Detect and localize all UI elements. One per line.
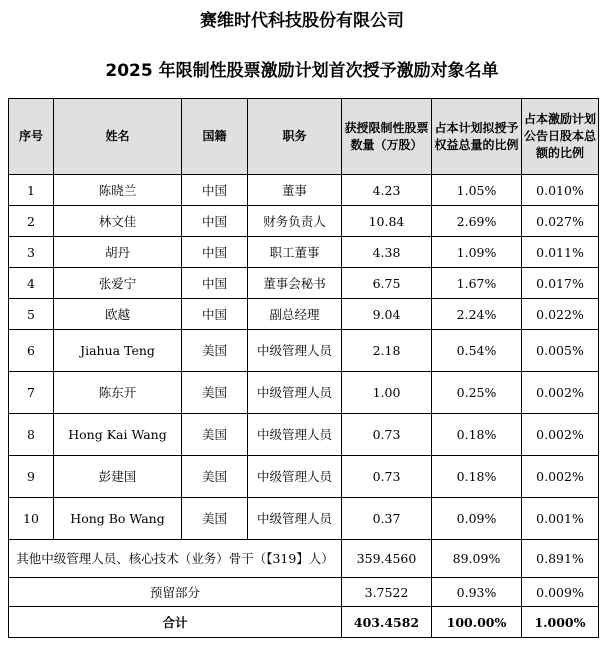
table-row	[9, 498, 599, 540]
header-capital-ratio: 占本激励计划公告日股本总额的比例	[522, 99, 599, 175]
cell-plan-ratio: 0.93%	[432, 578, 522, 607]
cell-plan-ratio: 1.09%	[432, 237, 522, 268]
cell-shares: 10.84	[342, 206, 432, 237]
cell-capital-ratio: 0.005%	[522, 330, 599, 372]
cell-nationality: 中国	[182, 175, 248, 206]
cell-nationality: 美国	[182, 498, 248, 540]
cell-seq: 4	[9, 268, 54, 299]
cell-seq: 8	[9, 414, 54, 456]
table-row	[9, 299, 599, 330]
cell-shares: 4.23	[342, 175, 432, 206]
cell-plan-ratio: 89.09%	[432, 540, 522, 578]
cell-shares: 359.4560	[342, 540, 432, 578]
cell-capital-ratio: 0.009%	[522, 578, 599, 607]
cell-plan-ratio: 1.05%	[432, 175, 522, 206]
cell-name: 陈东开	[54, 372, 182, 414]
header-nationality: 国籍	[182, 99, 248, 175]
cell-capital-ratio: 0.017%	[522, 268, 599, 299]
header-position: 职务	[248, 99, 342, 175]
cell-nationality: 中国	[182, 299, 248, 330]
cell-name: 林文佳	[54, 206, 182, 237]
cell-name: Hong Kai Wang	[54, 414, 182, 456]
cell-name: 陈晓兰	[54, 175, 182, 206]
table-row	[9, 372, 599, 414]
cell-capital-ratio: 0.010%	[522, 175, 599, 206]
cell-position: 职工董事	[248, 237, 342, 268]
table-row	[9, 456, 599, 498]
cell-seq: 6	[9, 330, 54, 372]
cell-seq: 1	[9, 175, 54, 206]
cell-capital-ratio: 0.011%	[522, 237, 599, 268]
cell-plan-ratio: 2.24%	[432, 299, 522, 330]
incentive-recipients-table	[8, 98, 599, 638]
cell-position: 董事	[248, 175, 342, 206]
cell-name: 张爱宁	[54, 268, 182, 299]
cell-seq: 2	[9, 206, 54, 237]
other-staff-label: 其他中级管理人员、核心技术（业务）骨干（【319】人）	[9, 540, 342, 578]
cell-seq: 5	[9, 299, 54, 330]
cell-nationality: 中国	[182, 268, 248, 299]
cell-capital-ratio: 1.000%	[522, 607, 599, 638]
cell-shares: 0.37	[342, 498, 432, 540]
cell-seq: 10	[9, 498, 54, 540]
table-row	[9, 175, 599, 206]
cell-capital-ratio: 0.002%	[522, 372, 599, 414]
reserved-label: 预留部分	[9, 578, 342, 607]
cell-seq: 7	[9, 372, 54, 414]
cell-shares: 6.75	[342, 268, 432, 299]
cell-plan-ratio: 1.67%	[432, 268, 522, 299]
cell-position: 副总经理	[248, 299, 342, 330]
total-row	[9, 607, 599, 638]
cell-seq: 9	[9, 456, 54, 498]
cell-nationality: 美国	[182, 456, 248, 498]
cell-name: Hong Bo Wang	[54, 498, 182, 540]
cell-plan-ratio: 0.18%	[432, 456, 522, 498]
company-name: 赛维时代科技股份有限公司	[200, 11, 404, 31]
table-header-row	[9, 99, 599, 175]
cell-capital-ratio: 0.001%	[522, 498, 599, 540]
cell-name: 欧越	[54, 299, 182, 330]
cell-plan-ratio: 0.25%	[432, 372, 522, 414]
cell-name: 胡丹	[54, 237, 182, 268]
header-seq: 序号	[9, 99, 54, 175]
cell-position: 中级管理人员	[248, 498, 342, 540]
cell-shares: 2.18	[342, 330, 432, 372]
cell-nationality: 美国	[182, 330, 248, 372]
cell-shares: 9.04	[342, 299, 432, 330]
table-row	[9, 268, 599, 299]
header-shares: 获授限制性股票数量（万股）	[342, 99, 432, 175]
header-plan-ratio: 占本计划拟授予权益总量的比例	[432, 99, 522, 175]
cell-plan-ratio: 0.18%	[432, 414, 522, 456]
cell-position: 中级管理人员	[248, 372, 342, 414]
cell-nationality: 美国	[182, 372, 248, 414]
table-row	[9, 330, 599, 372]
cell-position: 中级管理人员	[248, 414, 342, 456]
table-row	[9, 414, 599, 456]
table-row	[9, 237, 599, 268]
cell-plan-ratio: 100.00%	[432, 607, 522, 638]
cell-position: 财务负责人	[248, 206, 342, 237]
header-name: 姓名	[54, 99, 182, 175]
other-staff-row	[9, 540, 599, 578]
cell-shares: 1.00	[342, 372, 432, 414]
reserved-row	[9, 578, 599, 607]
cell-capital-ratio: 0.027%	[522, 206, 599, 237]
cell-position: 中级管理人员	[248, 330, 342, 372]
cell-shares: 4.38	[342, 237, 432, 268]
cell-name: Jiahua Teng	[54, 330, 182, 372]
cell-plan-ratio: 0.54%	[432, 330, 522, 372]
cell-shares: 0.73	[342, 414, 432, 456]
cell-capital-ratio: 0.002%	[522, 456, 599, 498]
cell-position: 中级管理人员	[248, 456, 342, 498]
document-title: 2025 年限制性股票激励计划首次授予激励对象名单	[105, 61, 499, 81]
cell-shares: 0.73	[342, 456, 432, 498]
cell-nationality: 中国	[182, 206, 248, 237]
cell-name: 彭建国	[54, 456, 182, 498]
cell-capital-ratio: 0.891%	[522, 540, 599, 578]
cell-shares: 403.4582	[342, 607, 432, 638]
cell-nationality: 中国	[182, 237, 248, 268]
cell-nationality: 美国	[182, 414, 248, 456]
cell-capital-ratio: 0.002%	[522, 414, 599, 456]
total-label: 合计	[9, 607, 342, 638]
table-row	[9, 206, 599, 237]
cell-plan-ratio: 0.09%	[432, 498, 522, 540]
cell-position: 董事会秘书	[248, 268, 342, 299]
cell-seq: 3	[9, 237, 54, 268]
cell-shares: 3.7522	[342, 578, 432, 607]
cell-capital-ratio: 0.022%	[522, 299, 599, 330]
cell-plan-ratio: 2.69%	[432, 206, 522, 237]
